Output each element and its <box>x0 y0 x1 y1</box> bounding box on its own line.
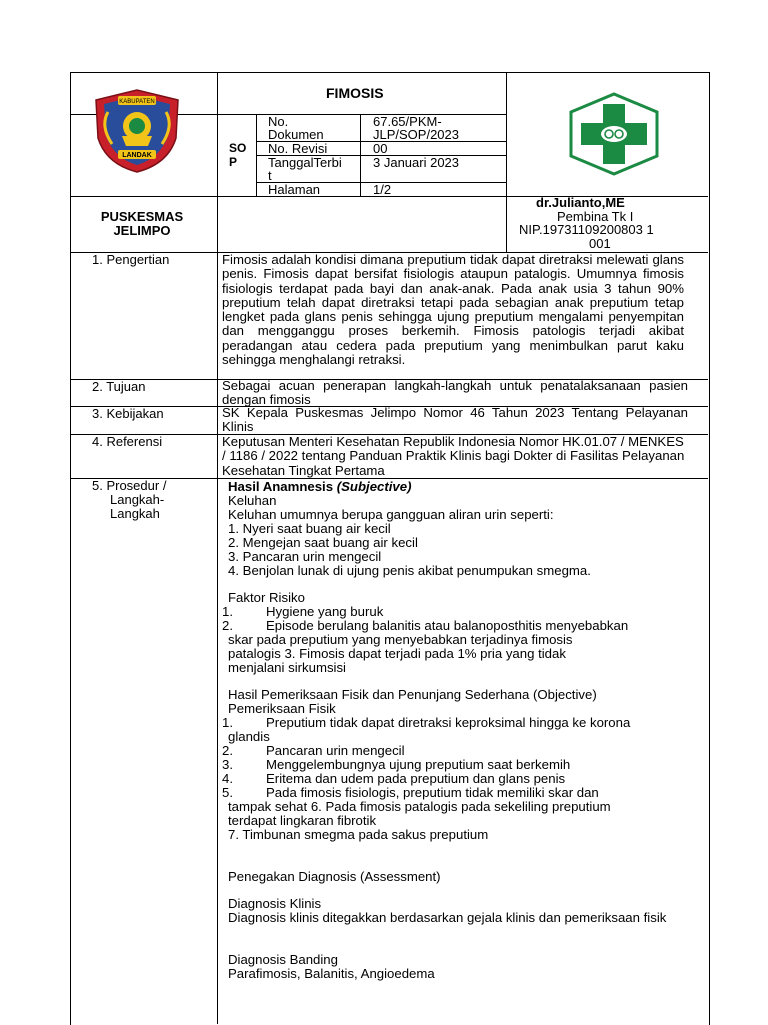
field-label-revisi: No. Revisi <box>268 141 328 156</box>
label-kebijakan: 3. Kebijakan <box>92 406 164 421</box>
document-title: FIMOSIS <box>326 85 384 101</box>
keluhan-item: 4. Benjolan lunak di ujung penis akibat penumpukan smegma. <box>228 563 591 578</box>
faktor-item-cont: menjalani sirkumsisi <box>228 660 346 675</box>
puskesmas-logo <box>567 92 661 176</box>
fisik-num: 1. <box>222 715 233 730</box>
field-value-tanggal: 3 Januari 2023 <box>373 155 460 170</box>
signer-nip-cont: 001 <box>589 236 611 251</box>
divider <box>256 114 257 196</box>
label-pengertian: 1. Pengertian <box>92 252 170 267</box>
klinis-text: Diagnosis klinis ditegakkan berdasarkan gejala klinis dan pemeriksaan fisik <box>228 910 667 925</box>
banding-text: Parafimosis, Balanitis, Angioedema <box>228 966 435 981</box>
fisik-item: Pancaran urin mengecil <box>266 743 405 758</box>
assessment-title: Penegakan Diagnosis (Assessment) <box>228 869 441 884</box>
keluhan-item: 3. Pancaran urin mengecil <box>228 549 382 564</box>
keluhan-intro: Keluhan umumnya berupa gangguan aliran urin seperti: <box>228 507 554 522</box>
fisik-item: Preputium tidak dapat diretraksi keproksimal hingga ke korona <box>266 715 631 730</box>
anamnesis-subtitle: (Subjective) <box>336 479 412 494</box>
faktor-item-cont: patalogis 3. Fimosis dapat terjadi pada 1% pria yang tidak <box>228 646 566 661</box>
faktor-item: Episode berulang balanitis atau balanoposthitis menyebabkan <box>266 618 629 633</box>
keluhan-item: 2. Mengejan saat buang air kecil <box>228 535 418 550</box>
fisik-item-cont: glandis <box>228 729 270 744</box>
keluhan-title: Keluhan <box>228 493 277 508</box>
tujuan-text: Sebagai acuan penerapan langkah-langkah untuk penatalaksanaan pasien dengan fimosis <box>222 378 688 408</box>
label-prosedur-2: Langkah- <box>110 492 165 507</box>
faktor-title: Faktor Risiko <box>228 590 305 605</box>
sop-label: SO P <box>229 141 247 169</box>
fisik-title: Hasil Pemeriksaan Fisik dan Penunjang Sederhana (Objective) <box>228 687 597 702</box>
fisik-item: Pada fimosis fisiologis, preputium tidak memiliki skar dan <box>266 785 599 800</box>
klinis-title: Diagnosis Klinis <box>228 896 322 911</box>
field-label-halaman: Halaman <box>268 182 321 197</box>
divider <box>506 72 507 252</box>
fisik-item-cont: tampak sehat 6. Pada fimosis patalogis pada sekeliling preputium <box>228 799 611 814</box>
fisik-item: 7. Timbunan smegma pada sakus preputium <box>228 827 489 842</box>
divider <box>217 478 218 1024</box>
label-prosedur: 5. Prosedur / <box>92 478 167 493</box>
label-referensi: 4. Referensi <box>92 434 163 449</box>
field-value-halaman: 1/2 <box>373 182 392 197</box>
faktor-item-cont: skar pada preputium yang menyebabkan terjadinya fimosis <box>228 632 573 647</box>
fisik-item: Menggelembungnya ujung preputium saat berkemih <box>266 757 571 772</box>
divider <box>217 72 218 478</box>
signer-name: dr.Julianto,ME <box>536 195 625 210</box>
banding-title: Diagnosis Banding <box>228 952 338 967</box>
divider <box>360 114 361 196</box>
fisik-item: Eritema dan udem pada preputium dan glans penis <box>266 771 566 786</box>
faktor-num: 1. <box>222 604 233 619</box>
svg-text:LANDAK: LANDAK <box>122 152 152 159</box>
label-tujuan: 2. Tujuan <box>92 379 146 394</box>
referensi-text: Keputusan Menteri Kesehatan Republik Indonesia Nomor HK.01.07 / MENKES / 1186 / 2022 tentang Panduan Praktik Klinis bagi Dokter di Fasilitas Pelayanan Kesehatan Tingkat Pertama <box>222 434 685 478</box>
fisik-num: 5. <box>222 785 233 800</box>
field-value-revisi: 00 <box>373 141 388 156</box>
fisik-num: 4. <box>222 771 233 786</box>
signer-rank: Pembina Tk I <box>557 209 634 224</box>
keluhan-item: 1. Nyeri saat buang air kecil <box>228 521 391 536</box>
field-label-tanggal: TanggalTerbi t <box>268 155 342 183</box>
landak-emblem-logo <box>88 86 186 176</box>
field-value-dokumen: 67.65/PKM- JLP/SOP/2023 <box>373 114 459 142</box>
fisik-num: 3. <box>222 757 233 772</box>
fisik-item-cont: terdapat lingkaran fibrotik <box>228 813 377 828</box>
fisik-num: 2. <box>222 743 233 758</box>
field-label-dokumen: No. Dokumen <box>268 114 324 142</box>
svg-text:KABUPATEN: KABUPATEN <box>119 99 155 105</box>
fisik-subtitle: Pemeriksaan Fisik <box>228 701 336 716</box>
anamnesis-title-text: Hasil Anamnesis <box>228 479 334 494</box>
label-prosedur-3: Langkah <box>110 506 160 521</box>
org-name: PUSKESMAS JELIMPO <box>100 209 184 238</box>
kebijakan-text: SK Kepala Puskesmas Jelimpo Nomor 46 Tahun 2023 Tentang Pelayanan Klinis <box>222 405 688 435</box>
faktor-item: Hygiene yang buruk <box>266 604 384 619</box>
pengertian-text: Fimosis adalah kondisi dimana preputium tidak dapat diretraksi melewati glans penis. Fimosis dapat bersifat fisiologis ataupun patalogis. Umumnya fimosis fisiologis terdapat pada bayi dan anak-anak. Pada anak usia 3 tahun 90% preputium telah dapat diretraksi tetapi pada sebagian anak preputium tetap lengket pada glans penis sehingga ujung preputium mengalami penyempitan dan mengganggu proses berkemih. Fimosis patologis terjadi akibat peradangan atau cedera pada preputium yang menimbulkan parut kaku sehingga menghalangi retraksi. <box>222 252 684 368</box>
faktor-num: 2. <box>222 618 233 633</box>
signer-nip: NIP.19731109200803 1 <box>519 222 654 237</box>
